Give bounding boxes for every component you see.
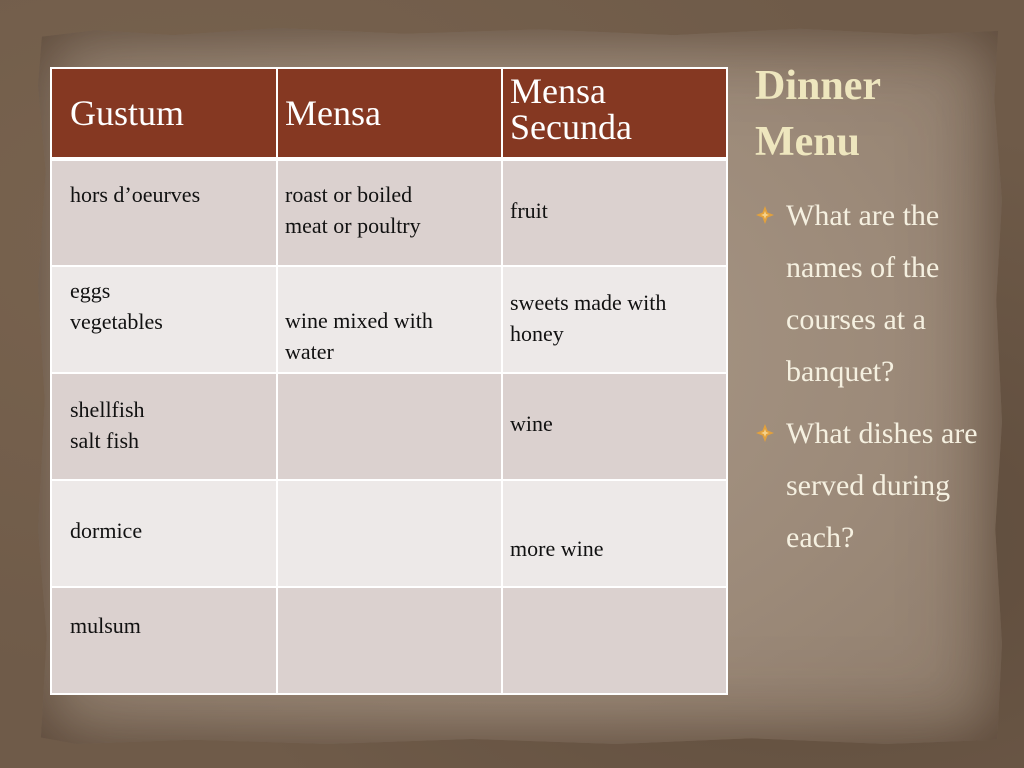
table-cell: [277, 480, 502, 587]
bullet-item: [755, 190, 1005, 398]
table-cell: [277, 587, 502, 694]
table-header-row: [51, 68, 727, 159]
table-cell: dormice: [51, 480, 277, 587]
bullet-text: What dishes are served during each?: [786, 417, 978, 554]
table-cell: [277, 373, 502, 480]
table-cell: wine: [502, 373, 727, 480]
table-row: [51, 587, 727, 694]
table-cell: hors d’oeurves: [51, 159, 277, 266]
bullet-text: What are the names of the courses at a banquet?: [786, 199, 940, 388]
table-cell: [502, 587, 727, 694]
table-cell: sweets made with honey: [502, 266, 727, 373]
bullet-item: [755, 408, 1005, 564]
table-cell: fruit: [502, 159, 727, 266]
header-mensa: Mensa: [277, 68, 502, 159]
header-gustum: Gustum: [51, 68, 277, 159]
table-row: [51, 373, 727, 480]
table-row: [51, 266, 727, 373]
bullet-list: [755, 190, 1005, 574]
diamond-bullet-icon: [755, 423, 775, 443]
menu-table: [50, 67, 728, 695]
table-cell: wine mixed with water: [277, 266, 502, 373]
table-cell: shellfish salt fish: [51, 373, 277, 480]
table-cell: mulsum: [51, 587, 277, 694]
header-mensa-secunda: Mensa Secunda: [502, 68, 727, 159]
table-cell: roast or boiled meat or poultry: [277, 159, 502, 266]
table-row: [51, 480, 727, 587]
slide-title: Dinner Menu: [755, 63, 881, 165]
diamond-bullet-icon: [755, 205, 775, 225]
table-row: [51, 159, 727, 266]
table-cell: eggs vegetables: [51, 266, 277, 373]
table-cell: more wine: [502, 480, 727, 587]
